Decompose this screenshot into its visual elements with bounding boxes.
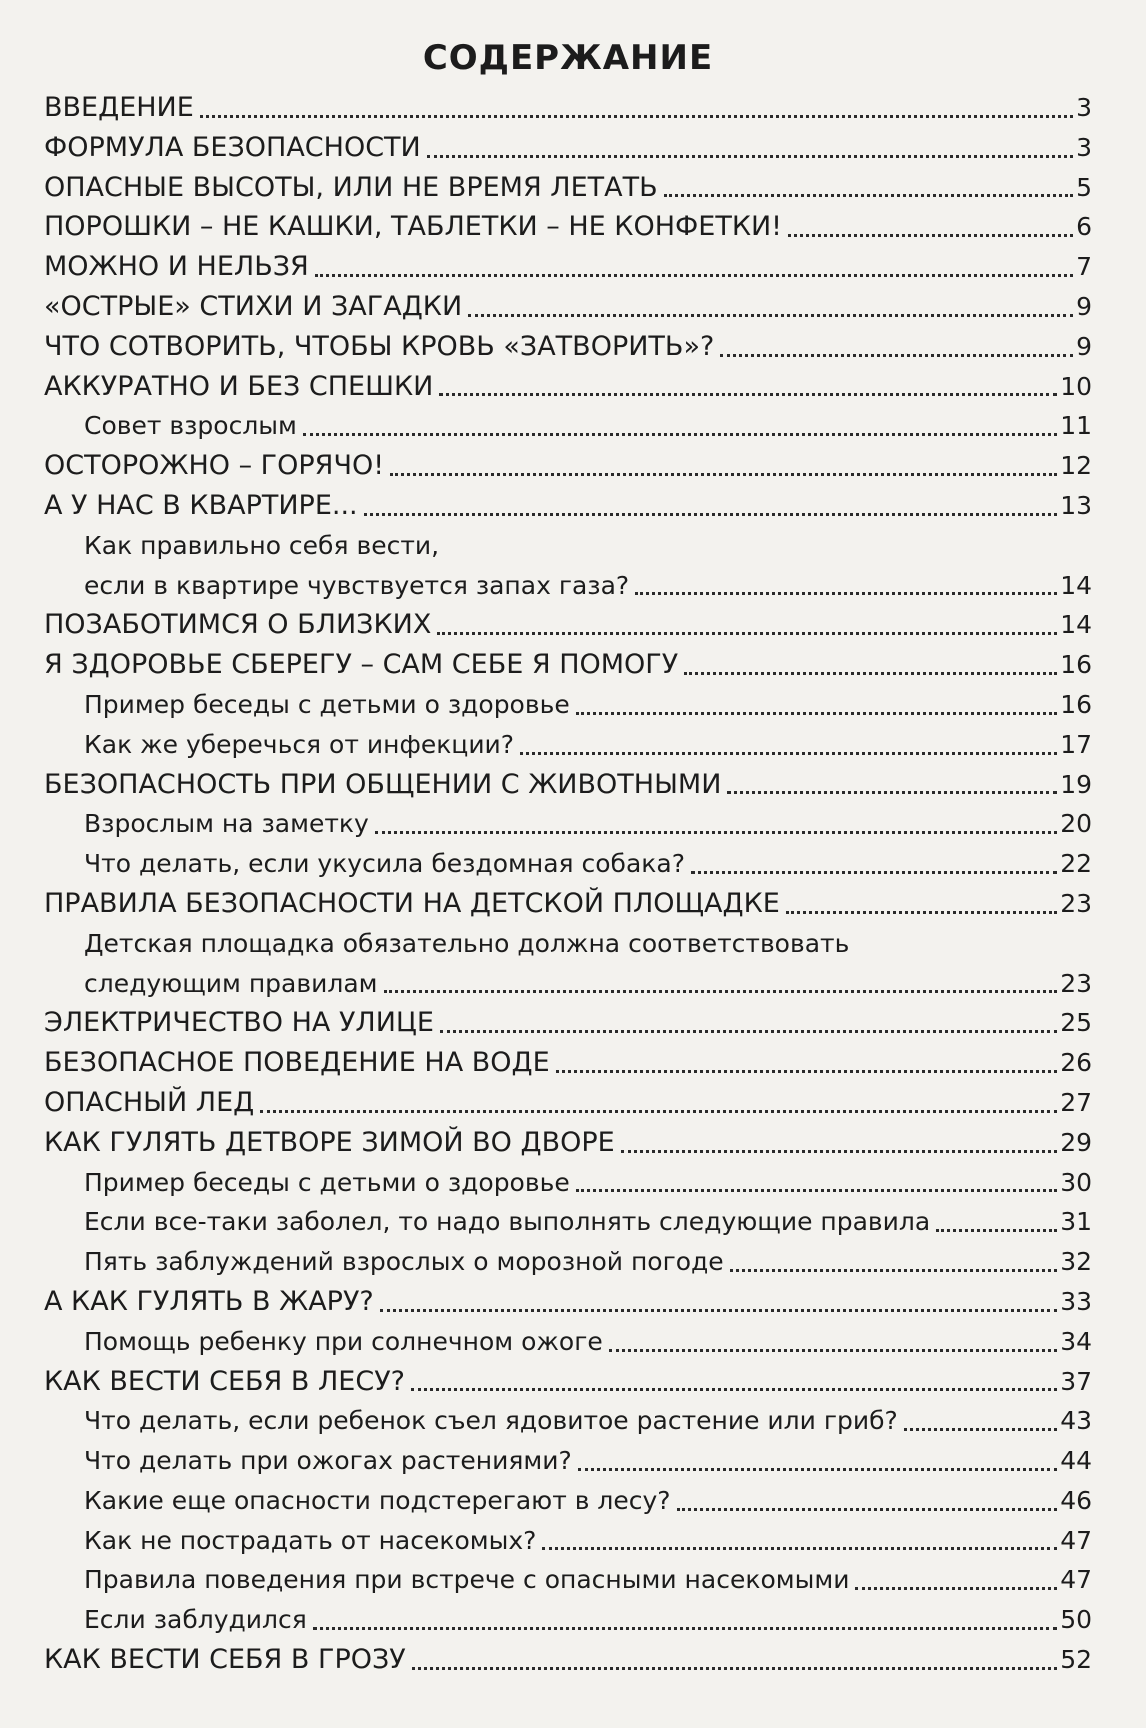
toc-entry-label: БЕЗОПАСНОСТЬ ПРИ ОБЩЕНИИ С ЖИВОТНЫМИ [44, 768, 722, 800]
toc-entry-label: Что делать, если ребенок съел ядовитое растение или гриб? [84, 1406, 898, 1436]
toc-entry-label: ОПАСНЫЙ ЛЕД [44, 1086, 255, 1118]
dot-leader [313, 1627, 1057, 1630]
toc-entry-health-talk[interactable] [44, 685, 1092, 725]
toc-entry-electricity[interactable] [44, 1003, 1092, 1043]
toc-entry-frost-myths[interactable] [44, 1242, 1092, 1282]
toc-entry-page: 47 [1060, 1565, 1092, 1595]
toc-entry-sunburn[interactable] [44, 1322, 1092, 1362]
dot-leader [375, 831, 1057, 834]
toc-entry-sharp-poems[interactable] [44, 287, 1092, 327]
toc-entry-page: 3 [1076, 132, 1092, 162]
toc-entry-page: 13 [1060, 490, 1092, 520]
toc-entry-label: КАК ВЕСТИ СЕБЯ В ГРОЗУ [44, 1644, 406, 1676]
toc-entry-playground-rules[interactable] [44, 964, 1092, 1004]
toc-entry-winter-walk[interactable] [44, 1123, 1092, 1163]
dot-leader [621, 1150, 1057, 1153]
toc-entry-plant-burns[interactable] [44, 1441, 1092, 1481]
toc-entry-gas-smell-line1[interactable]: Как правильно себя вести, [84, 530, 440, 560]
toc-entry-thunderstorm[interactable] [44, 1640, 1092, 1680]
dot-leader [578, 1468, 1057, 1471]
toc-entry-label: ФОРМУЛА БЕЗОПАСНОСТИ [44, 131, 421, 163]
dot-leader [936, 1229, 1057, 1232]
toc-entry-ice[interactable] [44, 1083, 1092, 1123]
toc-entry-page: 9 [1076, 331, 1092, 361]
toc-entry-page: 32 [1060, 1247, 1092, 1277]
dot-leader [390, 473, 1057, 476]
toc-entry-page: 11 [1060, 411, 1092, 441]
dot-leader [439, 393, 1057, 396]
toc-entry-label: ЭЛЕКТРИЧЕСТВО НА УЛИЦЕ [44, 1007, 434, 1039]
toc-entry-page: 7 [1076, 252, 1092, 282]
table-of-contents [44, 88, 1092, 1680]
toc-entry-label: Если все-таки заболел, то надо выполнять следующие правила [84, 1207, 931, 1237]
toc-entry-label: Какие еще опасности подстерегают в лесу? [84, 1485, 671, 1515]
toc-entry-page: 3 [1076, 93, 1092, 122]
toc-entry-playground-rules-line1[interactable]: Детская площадка обязательно должна соответствовать [84, 928, 850, 958]
dot-leader [855, 1587, 1057, 1590]
dot-leader [260, 1110, 1057, 1113]
toc-entry-label: следующим правилам [84, 968, 378, 998]
toc-entry-label: Правила поведения при встрече с опасными насекомыми [84, 1565, 850, 1595]
toc-entry-page: 26 [1060, 1048, 1092, 1078]
dot-leader [684, 672, 1057, 675]
toc-entry-dangerous-heights[interactable] [44, 168, 1092, 208]
toc-entry-label: КАК ВЕСТИ СЕБЯ В ЛЕСУ? [44, 1365, 405, 1397]
toc-entry-adults-note[interactable] [44, 804, 1092, 844]
dot-leader [786, 911, 1057, 914]
toc-entry-label: ЧТО СОТВОРИТЬ, ЧТОБЫ КРОВЬ «ЗАТВОРИТЬ»? [44, 330, 715, 362]
toc-entry-health[interactable] [44, 645, 1092, 685]
toc-entry-label: А КАК ГУЛЯТЬ В ЖАРУ? [44, 1285, 374, 1317]
toc-entry-care-for-relatives[interactable] [44, 605, 1092, 645]
toc-entry-page: 50 [1060, 1605, 1092, 1635]
toc-entry-page: 43 [1060, 1406, 1092, 1436]
dot-leader [635, 592, 1057, 595]
dot-leader [788, 234, 1073, 237]
toc-entry-page: 37 [1060, 1366, 1092, 1396]
toc-entry-label: Что делать при ожогах растениями? [84, 1446, 572, 1476]
dot-leader [411, 1388, 1057, 1391]
toc-entry-label: Пять заблуждений взрослых о морозной погоде [84, 1247, 724, 1277]
dot-leader [727, 791, 1057, 794]
toc-entry-page: 27 [1060, 1087, 1092, 1117]
toc-entry-animals[interactable] [44, 765, 1092, 805]
dot-leader [720, 354, 1073, 357]
toc-entry-lost[interactable] [44, 1600, 1092, 1640]
toc-entry-page: 52 [1060, 1645, 1092, 1675]
toc-entry-page: 33 [1060, 1286, 1092, 1316]
toc-entry-water[interactable] [44, 1043, 1092, 1083]
toc-entry-page: 44 [1060, 1446, 1092, 1476]
toc-entry-heat-walk[interactable] [44, 1282, 1092, 1322]
toc-entry-gas-smell[interactable] [44, 566, 1092, 606]
dot-leader [468, 314, 1073, 317]
toc-entry-label: БЕЗОПАСНОЕ ПОВЕДЕНИЕ НА ВОДЕ [44, 1047, 550, 1079]
dot-leader [664, 194, 1073, 197]
toc-entry-page: 23 [1060, 968, 1092, 998]
toc-entry-page: 19 [1060, 769, 1092, 799]
toc-entry-label: А У НАС В КВАРТИРЕ... [44, 489, 358, 521]
toc-entry-page: 34 [1060, 1326, 1092, 1356]
toc-entry-page: 25 [1060, 1008, 1092, 1038]
toc-entry-label: МОЖНО И НЕЛЬЗЯ [44, 251, 309, 283]
toc-entry-page: 12 [1060, 451, 1092, 481]
toc-entry-powders-pills[interactable] [44, 207, 1092, 247]
toc-entry-label: Как не пострадать от насекомых? [84, 1525, 537, 1555]
toc-entry-page: 20 [1060, 809, 1092, 839]
toc-entry-page: 30 [1060, 1167, 1092, 1197]
toc-entry-label: «ОСТРЫЕ» СТИХИ И ЗАГАДКИ [44, 290, 463, 322]
dot-leader [904, 1428, 1057, 1431]
toc-entry-page: 14 [1060, 570, 1092, 600]
dot-leader [200, 115, 1073, 118]
toc-entry-page: 9 [1076, 291, 1092, 321]
toc-entry-page: 16 [1060, 650, 1092, 680]
toc-entry-if-sick[interactable] [44, 1202, 1092, 1242]
toc-entry-label: ВВЕДЕНИЕ [44, 92, 194, 123]
page-title: СОДЕРЖАНИЕ [422, 38, 714, 78]
toc-entry-label: Что делать, если укусила бездомная собака? [84, 849, 685, 879]
toc-entry-label: Взрослым на заметку [84, 809, 369, 839]
toc-entry-label: Пример беседы с детьми о здоровье [84, 689, 570, 719]
dot-leader [520, 752, 1057, 755]
toc-entry-page: 29 [1060, 1127, 1092, 1157]
toc-entry-safety-formula[interactable] [44, 128, 1092, 168]
toc-entry-label: Пример беседы с детьми о здоровье [84, 1167, 570, 1197]
toc-entry-introduction[interactable] [44, 88, 1092, 128]
toc-entry-page: 47 [1060, 1525, 1092, 1555]
toc-entry-label: Как же уберечься от инфекции? [84, 729, 515, 759]
toc-entry-dog-bite[interactable] [44, 844, 1092, 884]
toc-entry-health-talk-2[interactable] [44, 1163, 1092, 1203]
toc-entry-forest[interactable] [44, 1362, 1092, 1402]
toc-entry-page: 46 [1060, 1485, 1092, 1515]
toc-entry-caution-hot[interactable] [44, 446, 1092, 486]
toc-entry-label: Помощь ребенку при солнечном ожоге [84, 1326, 603, 1356]
dot-leader [384, 990, 1058, 993]
toc-entry-label: Совет взрослым [84, 411, 297, 441]
dot-leader [437, 632, 1057, 635]
dot-leader [556, 1070, 1058, 1073]
toc-entry-forest-dangers[interactable] [44, 1481, 1092, 1521]
toc-entry-playground[interactable] [44, 884, 1092, 924]
toc-entry-page: 6 [1076, 212, 1092, 242]
toc-entry-label: Я ЗДОРОВЬЕ СБЕРЕГУ – САМ СЕБЕ Я ПОМОГУ [44, 649, 679, 681]
toc-entry-insects[interactable] [44, 1521, 1092, 1561]
toc-entry-page: 5 [1076, 172, 1092, 202]
toc-entry-label: если в квартире чувствуется запах газа? [84, 570, 630, 600]
toc-entry-carefully[interactable] [44, 367, 1092, 407]
dot-leader [691, 871, 1057, 874]
toc-entry-poisonous-plant[interactable] [44, 1401, 1092, 1441]
dot-leader [576, 1189, 1057, 1192]
dot-leader [364, 513, 1058, 516]
dot-leader [576, 712, 1057, 715]
toc-entry-page: 16 [1060, 689, 1092, 719]
dot-leader [730, 1269, 1058, 1272]
toc-entry-stop-bleeding[interactable] [44, 327, 1092, 367]
dot-leader [303, 433, 1057, 436]
toc-entry-label: ПОРОШКИ – НЕ КАШКИ, ТАБЛЕТКИ – НЕ КОНФЕТКИ! [44, 211, 783, 243]
toc-entry-label: АККУРАТНО И БЕЗ СПЕШКИ [44, 370, 434, 402]
dot-leader [542, 1547, 1057, 1550]
toc-entry-advice-adults[interactable] [44, 406, 1092, 446]
toc-entry-label: ОПАСНЫЕ ВЫСОТЫ, ИЛИ НЕ ВРЕМЯ ЛЕТАТЬ [44, 171, 658, 203]
contents-page [44, 30, 1092, 1680]
toc-entry-page: 31 [1060, 1207, 1092, 1237]
toc-entry-page: 10 [1060, 371, 1092, 401]
toc-entry-label: ПОЗАБОТИМСЯ О БЛИЗКИХ [44, 609, 432, 641]
dot-leader [440, 1030, 1057, 1033]
toc-entry-page: 22 [1060, 849, 1092, 879]
toc-entry-page: 23 [1060, 888, 1092, 918]
dot-leader [412, 1667, 1057, 1670]
toc-entry-page: 14 [1060, 610, 1092, 640]
toc-entry-in-apartment[interactable] [44, 486, 1092, 526]
dot-leader [315, 274, 1073, 277]
dot-leader [427, 155, 1073, 158]
dot-leader [677, 1508, 1058, 1511]
toc-entry-dangerous-insects[interactable] [44, 1560, 1092, 1600]
toc-entry-can-and-cannot[interactable] [44, 247, 1092, 287]
toc-entry-label: ПРАВИЛА БЕЗОПАСНОСТИ НА ДЕТСКОЙ ПЛОЩАДКЕ [44, 887, 780, 919]
toc-entry-label: Если заблудился [84, 1605, 307, 1635]
toc-entry-label: КАК ГУЛЯТЬ ДЕТВОРЕ ЗИМОЙ ВО ДВОРЕ [44, 1126, 615, 1158]
dot-leader [609, 1349, 1057, 1352]
toc-entry-page: 17 [1060, 729, 1092, 759]
toc-entry-label: ОСТОРОЖНО – ГОРЯЧО! [44, 450, 385, 482]
dot-leader [380, 1309, 1057, 1312]
toc-entry-infection[interactable] [44, 725, 1092, 765]
